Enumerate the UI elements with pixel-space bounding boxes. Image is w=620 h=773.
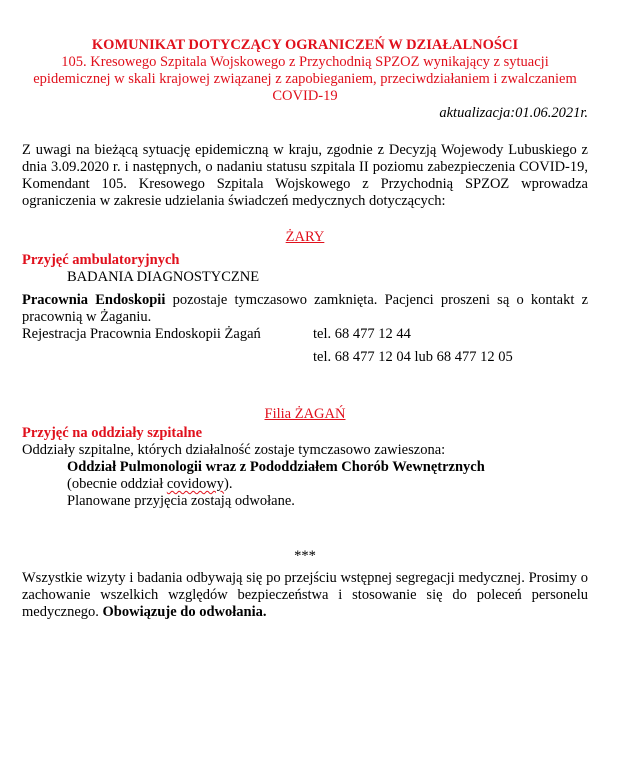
registration-row [22, 326, 588, 343]
update-date: aktualizacja:01.06.2021r. [439, 105, 588, 121]
planned-admissions-note: Planowane przyjęcia zostają odwołane. [67, 493, 295, 509]
section-heading-zary: ŻARY [285, 229, 325, 245]
footer-bold-note: Obowiązuje do odwołania. [102, 604, 267, 620]
document-title: KOMUNIKAT DOTYCZĄCY OGRANICZEŃ W DZIAŁALNOŚCI [91, 37, 519, 53]
endoscopy-unit-name: Pracownia Endoskopii [22, 292, 166, 308]
endoscopy-unit-text: pozostaje tymczasowo zamknięta. Pacjenci proszeni są o kontakt z pracownią w Żaganiu. [22, 292, 589, 325]
registration-label: Rejestracja Pracownia Endoskopii Żagań [22, 326, 261, 342]
wards-intro: Oddziały szpitalne, których działalność zostaje tymczasowo zawieszona: [22, 442, 446, 458]
category-diagnostics: BADANIA DIAGNOSTYCZNE [67, 269, 260, 285]
section-heading-zagan: Filia ŻAGAŃ [264, 406, 346, 422]
phone-secondary: tel. 68 477 12 04 lub 68 477 12 05 [313, 349, 513, 365]
ward-note-word: covidowy [166, 476, 225, 492]
footer-text: Wszystkie wizyty i badania odbywają się po przejściu wstępnej segregacji medycznej. Prosimy o zachowanie wszelkich względów bezpieczeństwa i stosowanie się do poleceń personelu medycznego. [22, 570, 588, 620]
endoscopy-paragraph [22, 292, 588, 326]
intro-paragraph: Z uwagi na bieżącą sytuację epidemiczną w kraju, zgodnie z Decyzją Wojewody Lubuskiego z dnia 3.09.2020 r. i następnych, o nadaniu statusu szpitala II poziomu zabezpieczenia COVID-19, Komendant 105. Kresowego Szpitala Wojskowego z Przychodnią SPZOZ wprowadza ograniczenia w zakresie udzielania świadczeń medycznych dotyczących: [22, 142, 588, 209]
separator-stars: *** [294, 548, 316, 564]
ward-name: Oddział Pulmonologii wraz z Pododdziałem Chorób Wewnętrznych [67, 459, 485, 475]
announcement-page [22, 36, 588, 621]
registration-row-2 [22, 349, 588, 366]
document-subtitle: 105. Kresowego Szpitala Wojskowego z Przychodnią SPZOZ wynikający z sytuacji epidemicznej w skali krajowej związanej z zapobieganiem, przeciwdziałaniem i zwalczaniem COVID-19 [33, 54, 577, 104]
phone-primary: tel. 68 477 12 44 [313, 326, 411, 342]
subheading-ambulatory: Przyjęć ambulatoryjnych [22, 252, 180, 268]
footer-paragraph [22, 570, 588, 621]
ward-note: (obecnie oddział covidowy). [67, 476, 233, 492]
subheading-hospital-wards: Przyjęć na oddziały szpitalne [22, 425, 203, 441]
